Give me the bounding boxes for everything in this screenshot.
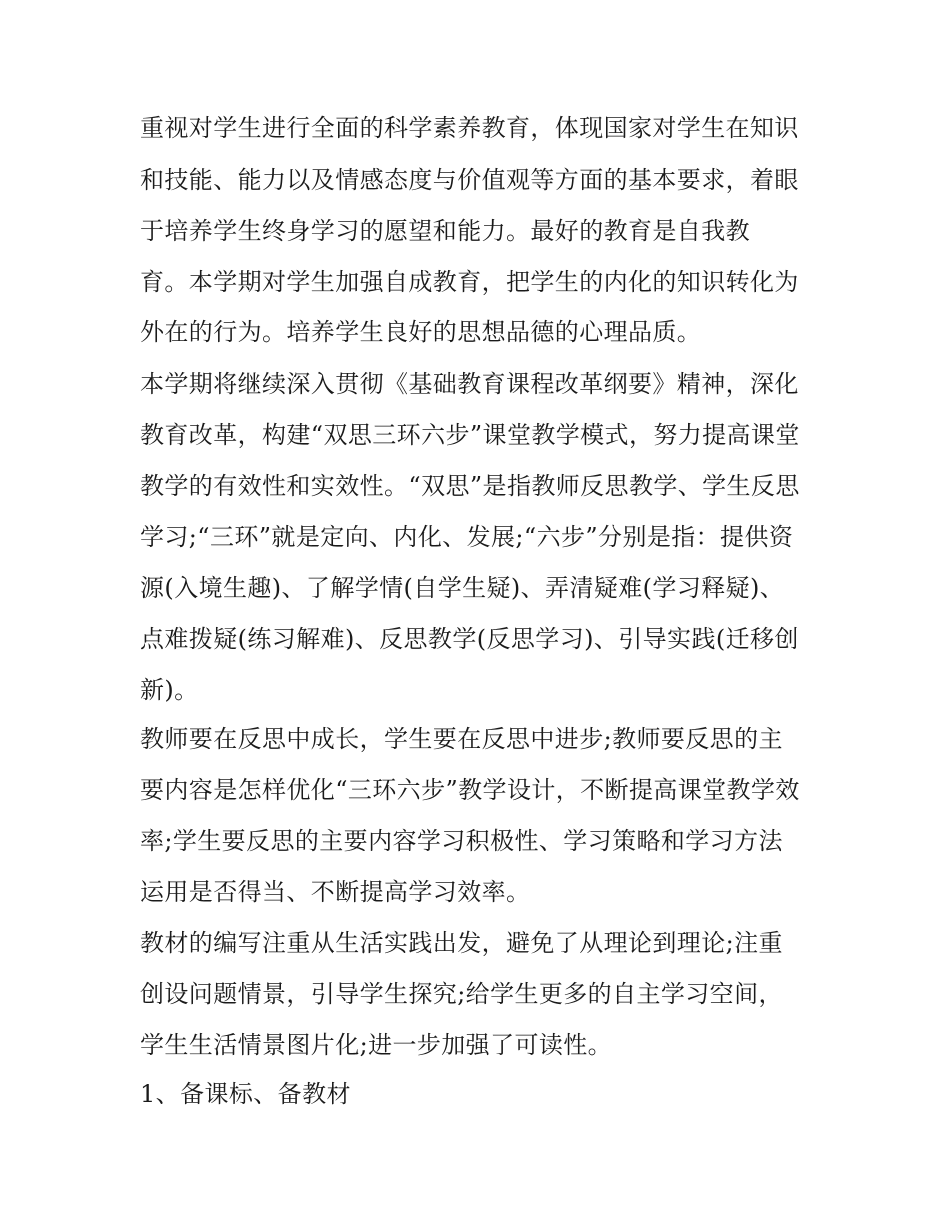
text-line: 重视对学生进行全面的科学素养教育，体现国家对学生在知识 [140,114,799,142]
text-line: 外在的行为。培养学生良好的思想品德的心理品质。 [140,318,702,346]
text-line: 要内容是怎样优化“三环六步”教学设计，不断提高课堂教学效 [140,776,800,804]
text-line: 源(入境生趣)、了解学情(自学生疑)、弄清疑难(学习释疑)、 [140,574,785,602]
text-line: 本学期将继续深入贯彻《基础教育课程改革纲要》精神，深化 [140,370,799,398]
text-line: 教育改革，构建“双思三环六步”课堂教学模式，努力提高课堂 [140,421,800,449]
text-line: 创设问题情景，引导学生探究;给学生更多的自主学习空间， [140,980,783,1008]
text-line: 运用是否得当、不断提高学习效率。 [140,878,531,906]
text-line: 学习;“三环”就是定向、内化、发展;“六步”分别是指：提供资 [140,523,794,551]
text-line: 和技能、能力以及情感态度与价值观等方面的基本要求，着眼 [140,166,799,194]
text-line: 教学的有效性和实效性。“双思”是指教师反思教学、学生反思 [140,472,800,500]
section-heading: 1、备课标、备教材 [140,1080,351,1108]
text-line: 新)。 [140,676,199,704]
text-line: 于培养学生终身学习的愿望和能力。最好的教育是自我教 [140,217,750,245]
text-line: 教材的编写注重从生活实践出发，避免了从理论到理论;注重 [140,929,783,957]
text-line: 学生生活情景图片化;进一步加强了可读性。 [140,1031,613,1059]
text-line: 育。本学期对学生加强自成教育，把学生的内化的知识转化为 [140,268,799,296]
text-line: 教师要在反思中成长，学生要在反思中进步;教师要反思的主 [140,725,783,753]
text-line: 率;学生要反思的主要内容学习积极性、学习策略和学习方法 [140,827,783,855]
text-line: 点难拨疑(练习解难)、反思教学(反思学习)、引导实践(迁移创 [140,625,799,653]
